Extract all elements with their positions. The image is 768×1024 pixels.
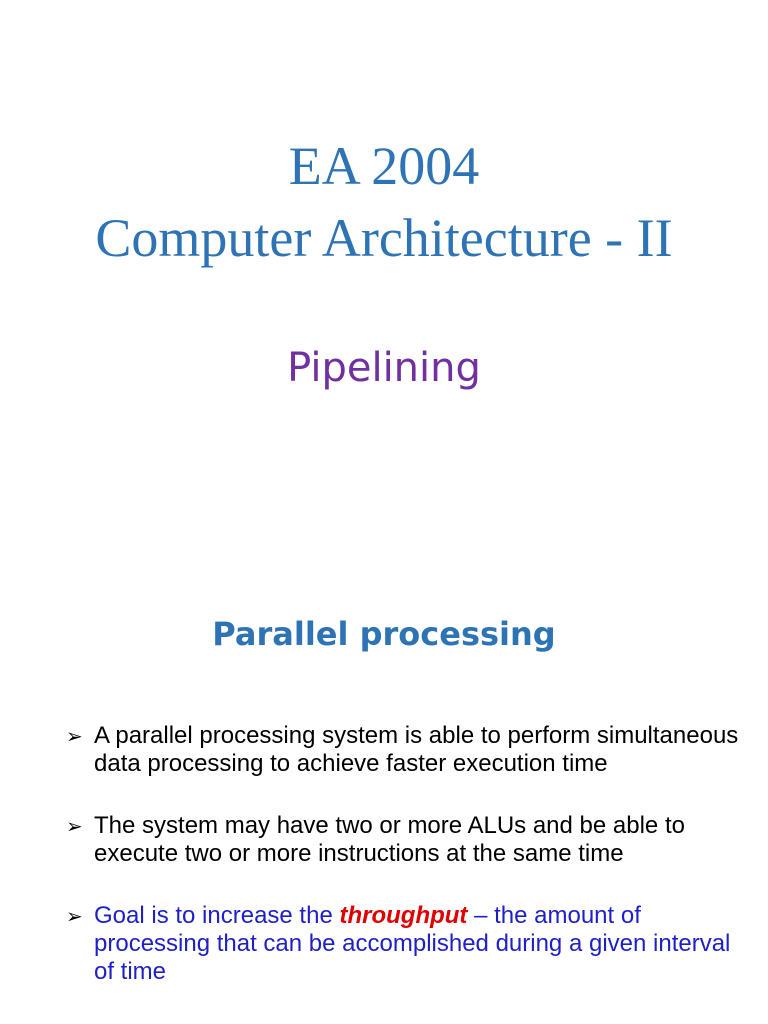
bullet-list: [66, 722, 746, 1020]
course-title: Computer Architecture - II: [95, 208, 673, 268]
goal-text-before: Goal is to increase the: [94, 902, 340, 929]
goal-bullet-item: [66, 902, 746, 986]
bullet-text: A parallel processing system is able to perform simultaneous data processing to achieve faster execution time: [94, 722, 739, 777]
arrow-bullet-icon: ➢: [66, 814, 83, 838]
goal-text-after: – the amount of processing that can be accomplished during a given interval of time: [94, 902, 731, 985]
arrow-bullet-icon: ➢: [66, 904, 83, 928]
bullet-item: [66, 722, 746, 778]
arrow-bullet-icon: ➢: [66, 724, 83, 748]
slide-heading: Parallel processing: [212, 615, 556, 653]
topic-title: Pipelining: [287, 345, 481, 391]
content-slide: [0, 512, 768, 1024]
throughput-emphasis: throughput: [339, 902, 468, 929]
bullet-text: The system may have two or more ALUs and be able to execute two or more instructions at the same time: [94, 812, 685, 867]
bullet-item: [66, 812, 746, 868]
course-code: EA 2004: [288, 136, 480, 196]
